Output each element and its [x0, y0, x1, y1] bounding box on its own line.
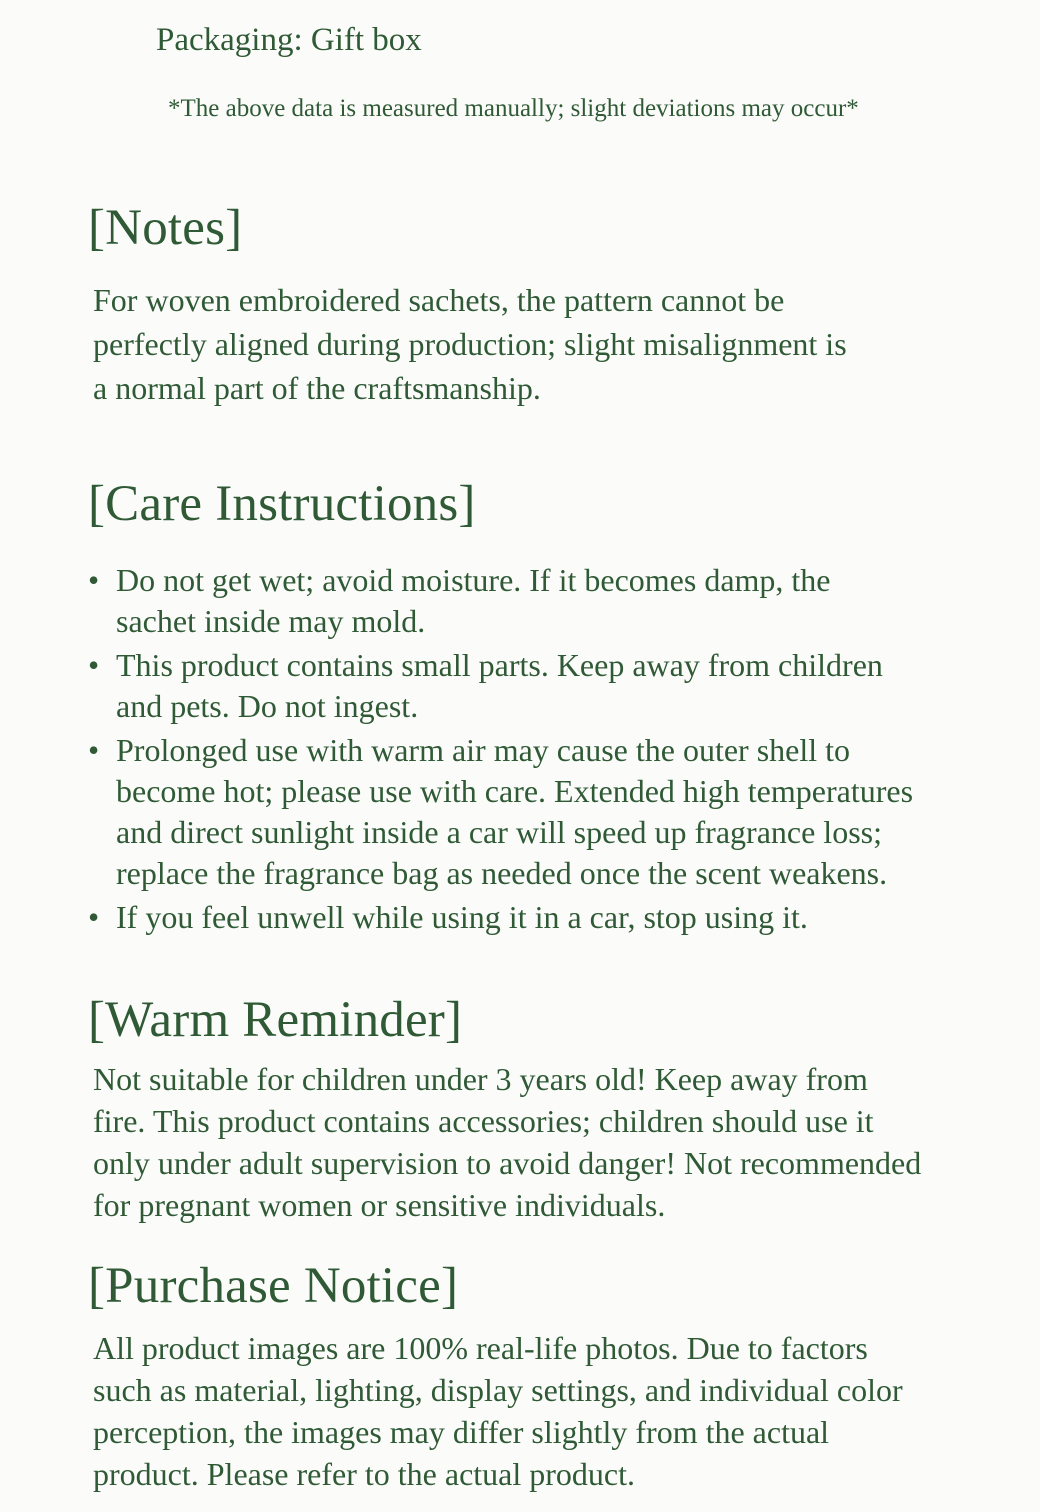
purchase-notice-paragraph — [93, 1327, 943, 1495]
warm-line: Not suitable for children under 3 years old! Keep away from — [93, 1061, 868, 1097]
care-item-line: and direct sunlight inside a car will speed up fragrance loss; — [116, 814, 882, 850]
notes-line: perfectly aligned during production; slight misalignment is — [93, 326, 847, 362]
warm-reminder-paragraph — [93, 1058, 943, 1226]
list-item — [88, 645, 958, 727]
purchase-line: perception, the images may differ slightly from the actual — [93, 1414, 830, 1450]
care-instructions-list — [88, 560, 958, 941]
care-instructions-heading: [Care Instructions] — [88, 476, 476, 532]
bullet-icon: • — [88, 732, 100, 768]
warm-reminder-heading: [Warm Reminder] — [88, 992, 463, 1048]
care-item-line: become hot; please use with care. Extended high temperatures — [116, 773, 914, 809]
notes-line: a normal part of the craftsmanship. — [93, 370, 541, 406]
list-item — [88, 897, 958, 938]
care-item-line: If you feel unwell while using it in a car, stop using it. — [116, 899, 808, 935]
list-item — [88, 560, 958, 642]
purchase-notice-heading: [Purchase Notice] — [88, 1258, 459, 1314]
notes-heading: [Notes] — [88, 200, 243, 256]
care-item-line: Prolonged use with warm air may cause the outer shell to — [116, 732, 851, 768]
care-item-line: replace the fragrance bag as needed once the scent weakens. — [116, 855, 888, 891]
list-item — [88, 730, 958, 894]
purchase-line: such as material, lighting, display settings, and individual color — [93, 1372, 903, 1408]
care-item-line: sachet inside may mold. — [116, 603, 426, 639]
notes-line: For woven embroidered sachets, the pattern cannot be — [93, 282, 785, 318]
bullet-icon: • — [88, 647, 100, 683]
notes-paragraph — [93, 278, 943, 410]
care-item-line: Do not get wet; avoid moisture. If it becomes damp, the — [116, 562, 831, 598]
warm-line: for pregnant women or sensitive individuals. — [93, 1187, 666, 1223]
bullet-icon: • — [88, 562, 100, 598]
warm-line: only under adult supervision to avoid danger! Not recommended — [93, 1145, 922, 1181]
care-item-line: This product contains small parts. Keep away from children — [116, 647, 883, 683]
measurement-disclaimer: *The above data is measured manually; slight deviations may occur* — [168, 95, 859, 122]
care-item-line: and pets. Do not ingest. — [116, 688, 419, 724]
purchase-line: product. Please refer to the actual product. — [93, 1456, 635, 1492]
purchase-line: All product images are 100% real-life photos. Due to factors — [93, 1330, 868, 1366]
warm-line: fire. This product contains accessories; children should use it — [93, 1103, 874, 1139]
packaging-info: Packaging: Gift box — [156, 22, 422, 58]
bullet-icon: • — [88, 899, 100, 935]
